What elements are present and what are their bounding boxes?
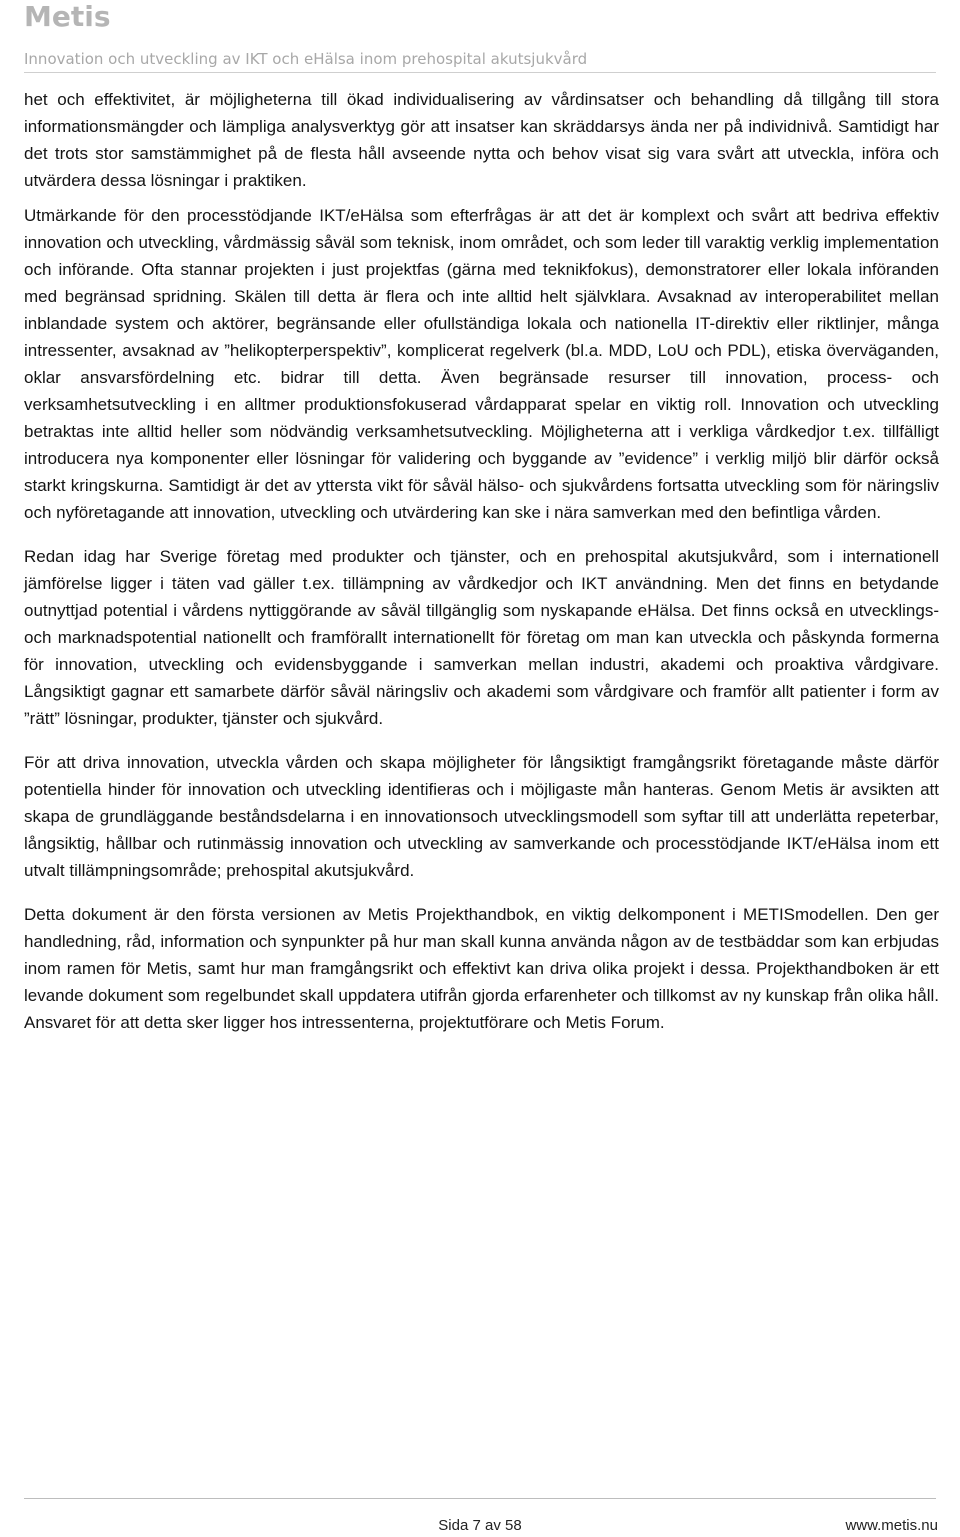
page-header	[24, 0, 944, 69]
document-title: Metis	[24, 0, 111, 33]
paragraph-3: Redan idag har Sverige företag med produkter och tjänster, och en prehospital akutsjukvård, som i internationell jämförelse ligger i täten vad gäller t.ex. tillämpning av vårdkedjor och IKT användning. Men det finns en betydande outnyttjad potential i vårdens nyttiggörande av såväl tillgänglig som nyskapande eHälsa. Det finns också en utvecklings- och marknadspotential nationellt och framförallt internationellt för företag om man kan utveckla och påskynda formerna för innovation, utveckling och evidensbyggande i samverkan mellan industri, akademi och proaktiva vårdgivare. Långsiktigt gagnar ett samarbete därför såväl näringsliv och akademi som vårdgivare och framför allt patienter i form av ”rätt” lösningar, produkter, tjänster och sjukvård.	[24, 547, 939, 728]
footer-url[interactable]: www.metis.nu	[845, 1517, 938, 1534]
document-subtitle: Innovation och utveckling av IKT och eHälsa inom prehospital akutsjukvård	[24, 50, 588, 68]
paragraph-5: Detta dokument är den första versionen av Metis Projekthandbok, en viktig delkomponent i METISmodellen. Den ger handledning, råd, information och synpunkter på hur man skall kunna använda någon av de testbäddar som kan erbjudas inom ramen för Metis, samt hur man framgångsrikt och effektivt kan driva olika projekt i dessa. Projekthandboken är ett levande dokument som regelbundet skall uppdatera utifrån gjorda erfarenheter och tillkomst av ny kunskap från olika håll. Ansvaret för att detta sker ligger hos intressenterna, projektutförare och Metis Forum.	[24, 905, 939, 1032]
header-divider	[24, 72, 936, 73]
body-text	[24, 86, 939, 1053]
footer-divider	[24, 1498, 936, 1499]
page-number: Sida 7 av 58	[438, 1517, 522, 1534]
paragraph-4: För att driva innovation, utveckla vården och skapa möjligheter för långsiktigt framgångsrikt företagande måste därför potentiella hinder för innovation och utveckling identifieras och i möjligaste mån hanteras. Genom Metis är avsikten att skapa de grundläggande beståndsdelarna i en innovationsoch utvecklingsmodell som syftar till att underlätta repeterbar, långsiktig, hållbar och rutinmässig innovation och utveckling av samverkande och processtödjande IKT/eHälsa inom ett utvalt tillämpningsområde; prehospital akutsjukvård.	[24, 753, 939, 880]
paragraph-1: het och effektivitet, är möjligheterna till ökad individualisering av vårdinsatser och behandling då tillgång till stora informationsmängder och lämpliga analysverktyg gör att insatser kan skräddarsys ända ner på individnivå. Samtidigt har det trots stor samstämmighet på de flesta håll avseende nytta och behov visat sig vara svårt att utveckla, införa och utvärdera dessa lösningar i praktiken.	[24, 90, 939, 190]
paragraph-2: Utmärkande för den processtödjande IKT/eHälsa som efterfrågas är att det är komplext och svårt att bedriva effektiv innovation och utveckling, vårdmässig såväl som teknisk, inom området, och som leder till varaktig verklig implementation och införande. Ofta stannar projekten i just projektfas (gärna med teknikfokus), demonstratorer eller lokala införanden med begränsad spridning. Skälen till detta är flera och inte alltid helt självklara. Avsaknad av interoperabilitet mellan inblandade system och aktörer, begränsande eller ofullständiga lokala och nationella IT-direktiv eller riktlinjer, många intressenter, avsaknad av ”helikopterperspektiv”, komplicerat regelverk (bl.a. MDD, LoU och PDL), etiska överväganden, oklar ansvarsfördelning etc. bidrar till detta. Även begränsade resurser till innovation, process- och verksamhetsutveckling i en alltmer produktionsfokuserad vårdapparat spelar en viktig roll. Innovation och utveckling betraktas inte alltid heller som nödvändig verksamhetsutveckling. Möjligheterna att i verkliga vårdkedjor t.ex. tillfälligt introducera nya komponenter eller lösningar för validering och byggande av ”evidence” i verklig miljö blir därför också starkt kringskurna. Samtidigt är det av yttersta vikt för såväl hälso- och sjukvårdens fortsatta utveckling som för näringsliv och nyföretagande att innovation, utveckling och utvärdering kan ske i nära samverkan med den befintliga vården.	[24, 206, 939, 522]
